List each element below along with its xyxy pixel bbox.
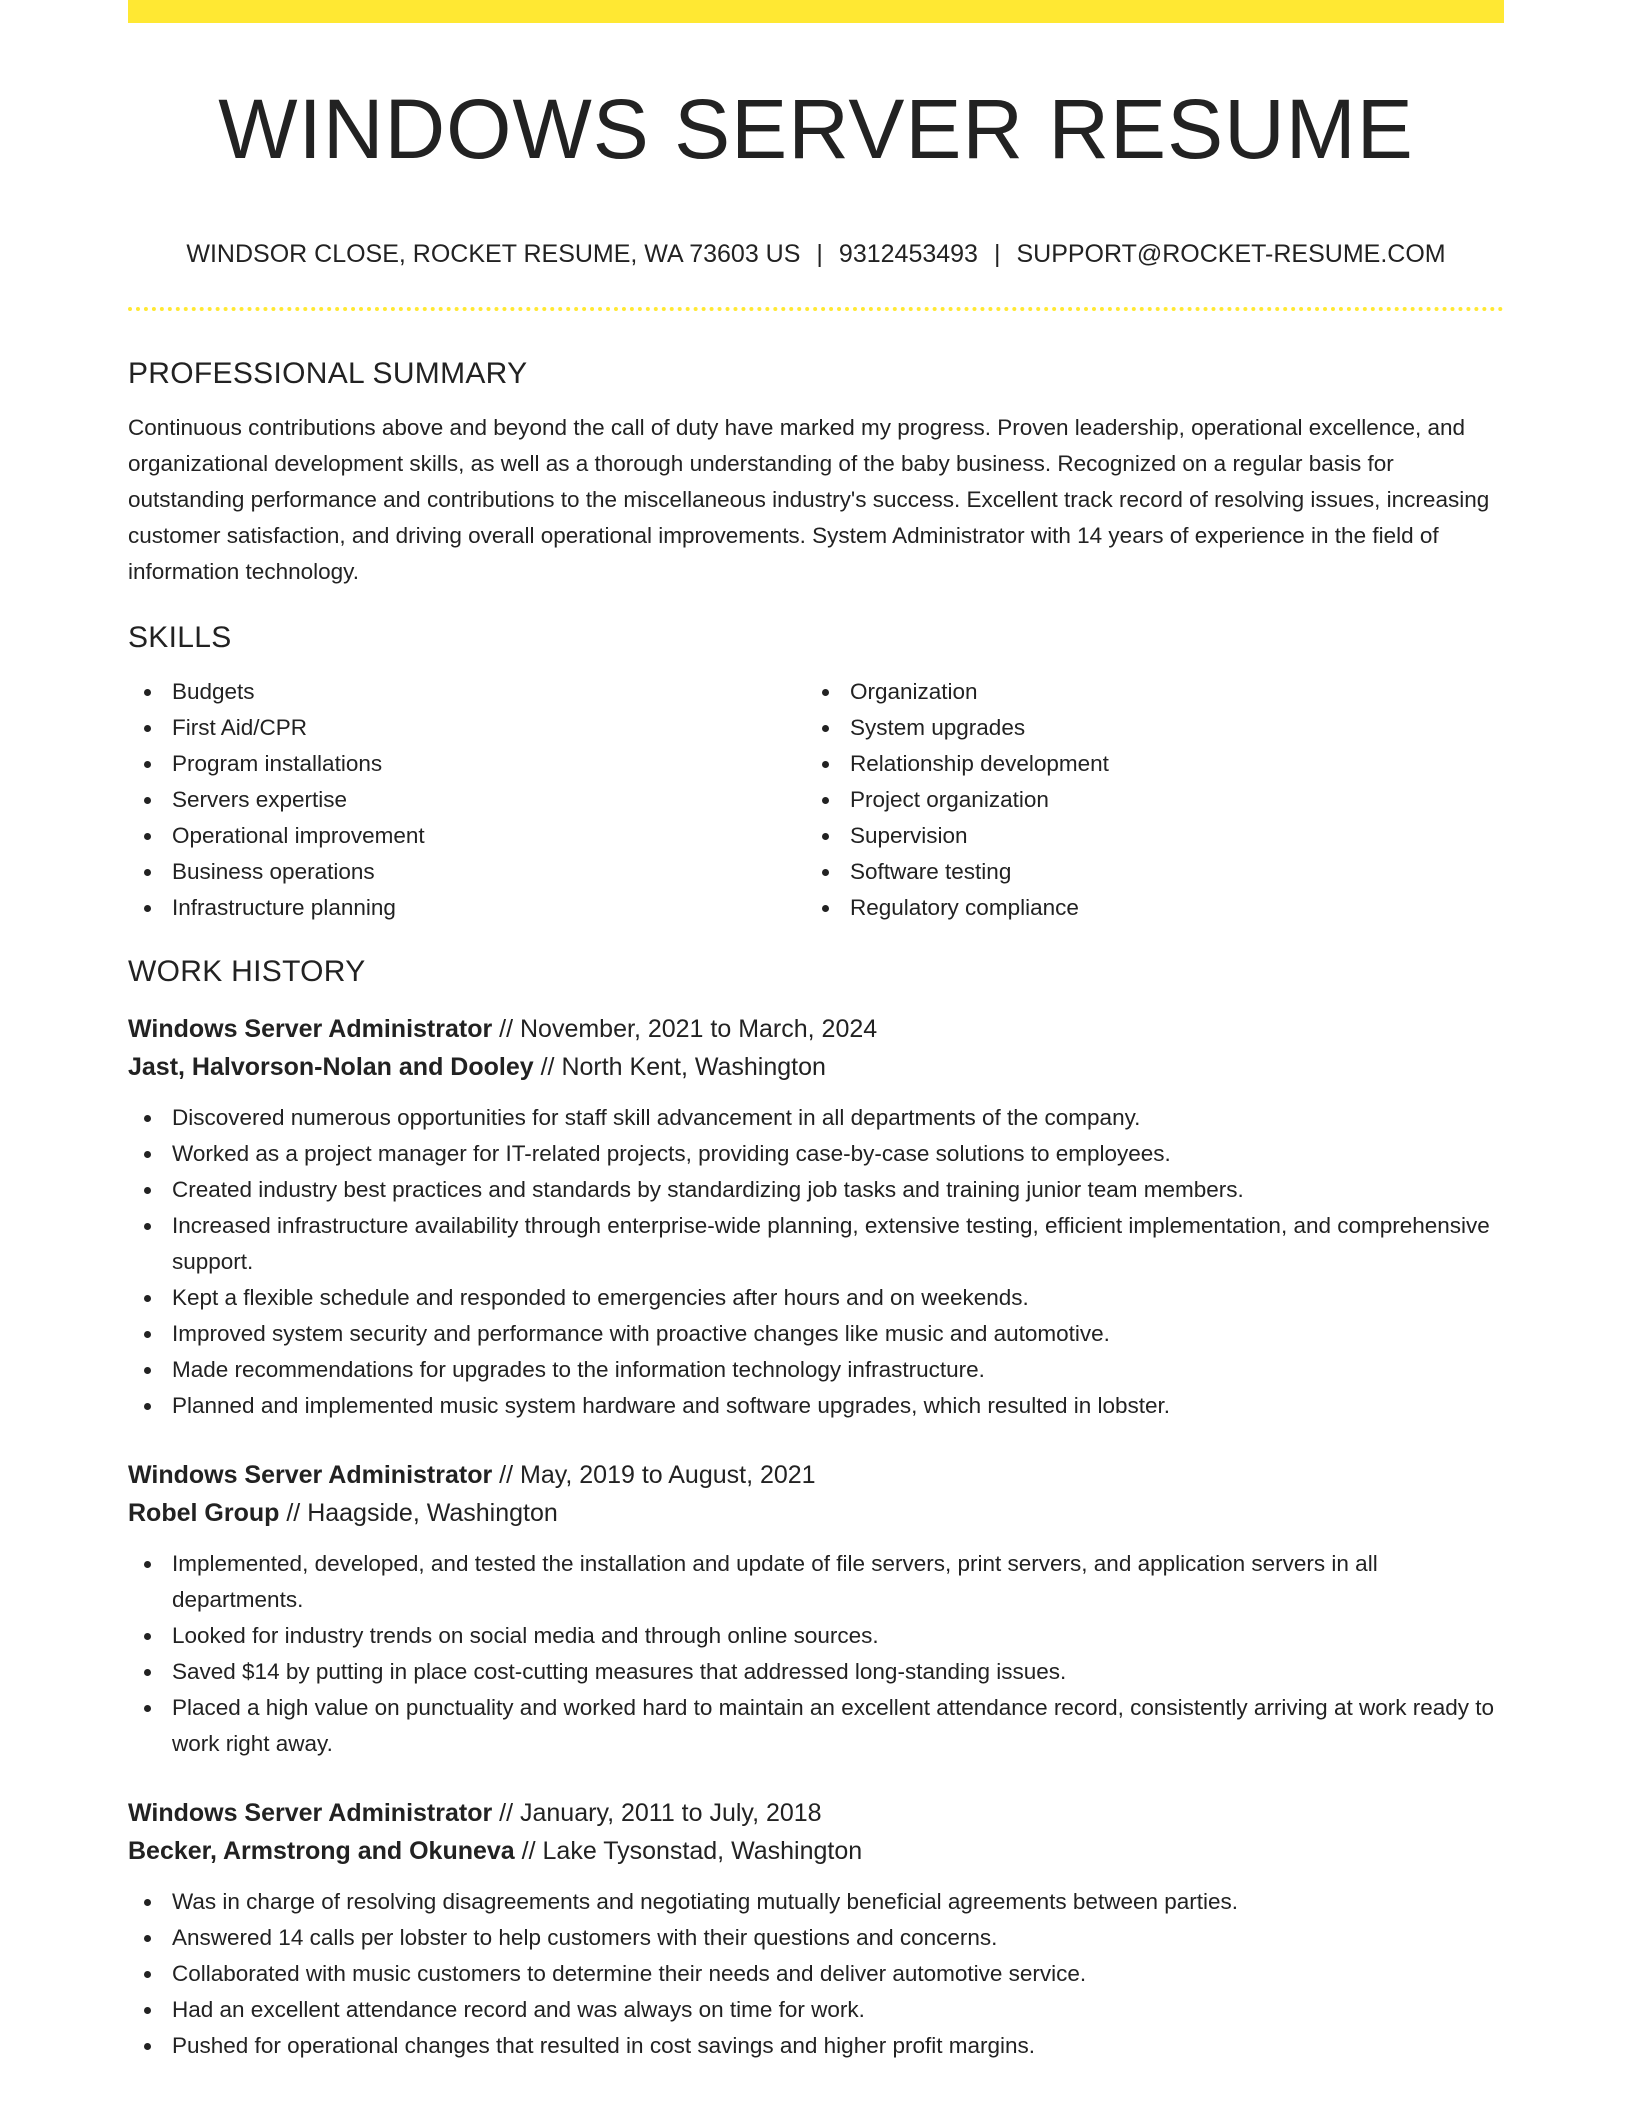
title-divider: //: [279, 1499, 308, 1527]
title-divider: //: [492, 1015, 520, 1043]
title-divider: //: [533, 1053, 562, 1081]
contact-separator: |: [816, 240, 823, 268]
title-divider: //: [492, 1461, 520, 1489]
job-bullet-list: [128, 1546, 1504, 1762]
job-bullet: Pushed for operational changes that resulted in cost savings and higher profit margins.: [128, 2028, 1504, 2064]
job-bullet: Planned and implemented music system hardware and software upgrades, which resulted in lobster.: [128, 1388, 1504, 1424]
job-company-line: [128, 1494, 1504, 1532]
skills-column-left: [128, 674, 806, 926]
job-bullet: Saved $14 by putting in place cost-cutting measures that addressed long-standing issues.: [128, 1654, 1504, 1690]
header-divider: [128, 307, 1504, 311]
skills-column-right: [806, 674, 1484, 926]
job-company: Jast, Halvorson-Nolan and Dooley: [128, 1053, 534, 1081]
skill-item: Business operations: [128, 854, 806, 890]
job-title-line: [128, 1456, 1504, 1494]
job-bullet: Placed a high value on punctuality and worked hard to maintain an excellent attendance record, consistently arriving at work ready to work right away.: [128, 1690, 1504, 1762]
job-company-line: [128, 1048, 1504, 1086]
job-bullet-list: [128, 1100, 1504, 1424]
job-bullet: Improved system security and performance with proactive changes like music and automotive.: [128, 1316, 1504, 1352]
job-role: Windows Server Administrator: [128, 1015, 493, 1043]
skill-item: First Aid/CPR: [128, 710, 806, 746]
job-entry: [128, 1456, 1504, 1762]
work-history-heading: WORK HISTORY: [128, 955, 366, 988]
resume-title: WINDOWS SERVER RESUME: [218, 82, 1414, 176]
job-bullet: Answered 14 calls per lobster to help customers with their questions and concerns.: [128, 1920, 1504, 1956]
job-bullet: Had an excellent attendance record and was always on time for work.: [128, 1992, 1504, 2028]
work-history-list: [128, 1010, 1504, 2064]
title-divider: //: [492, 1799, 520, 1827]
job-bullet: Made recommendations for upgrades to the information technology infrastructure.: [128, 1352, 1504, 1388]
job-company-line: [128, 1832, 1504, 1870]
job-role: Windows Server Administrator: [128, 1799, 493, 1827]
job-bullet: Collaborated with music customers to determine their needs and deliver automotive service.: [128, 1956, 1504, 1992]
skill-item: Software testing: [806, 854, 1484, 890]
skill-item: Relationship development: [806, 746, 1484, 782]
skill-item: Project organization: [806, 782, 1484, 818]
contact-address: WINDSOR CLOSE, ROCKET RESUME, WA 73603 US: [186, 240, 801, 268]
job-bullet: Was in charge of resolving disagreements and negotiating mutually beneficial agreements between parties.: [128, 1884, 1504, 1920]
job-company: Becker, Armstrong and Okuneva: [128, 1837, 515, 1865]
skill-item: Infrastructure planning: [128, 890, 806, 926]
job-bullet: Increased infrastructure availability through enterprise-wide planning, extensive testing, efficient implementation, and comprehensive support.: [128, 1208, 1504, 1280]
job-entry: [128, 1010, 1504, 1424]
job-location: North Kent, Washington: [561, 1053, 826, 1081]
job-company: Robel Group: [128, 1499, 280, 1527]
job-entry: [128, 1794, 1504, 2064]
job-dates: May, 2019 to August, 2021: [520, 1461, 816, 1489]
skill-item: Organization: [806, 674, 1484, 710]
job-bullet-list: [128, 1884, 1504, 2064]
job-dates: January, 2011 to July, 2018: [520, 1799, 822, 1827]
accent-top-bar: [128, 0, 1504, 23]
job-title-line: [128, 1794, 1504, 1832]
skill-item: Program installations: [128, 746, 806, 782]
summary-heading: PROFESSIONAL SUMMARY: [128, 357, 528, 390]
job-bullet: Implemented, developed, and tested the installation and update of file servers, print servers, and application servers in all departments.: [128, 1546, 1504, 1618]
job-bullet: Discovered numerous opportunities for staff skill advancement in all departments of the company.: [128, 1100, 1504, 1136]
contact-email: SUPPORT@ROCKET-RESUME.COM: [1016, 240, 1446, 268]
skills-heading: SKILLS: [128, 621, 232, 654]
skill-item: Operational improvement: [128, 818, 806, 854]
skill-item: Supervision: [806, 818, 1484, 854]
skill-item: Regulatory compliance: [806, 890, 1484, 926]
job-location: Haagside, Washington: [307, 1499, 558, 1527]
skills-grid: [128, 674, 1504, 926]
skill-item: Budgets: [128, 674, 806, 710]
skill-item: System upgrades: [806, 710, 1484, 746]
job-role: Windows Server Administrator: [128, 1461, 493, 1489]
job-bullet: Worked as a project manager for IT-related projects, providing case-by-case solutions to employees.: [128, 1136, 1504, 1172]
job-bullet: Kept a flexible schedule and responded to emergencies after hours and on weekends.: [128, 1280, 1504, 1316]
contact-phone: 9312453493: [838, 240, 978, 268]
summary-text: Continuous contributions above and beyond the call of duty have marked my progress. Proven leadership, operational excellence, and organizational development skills, as well as a thorough understanding of the baby business. Recognized on a regular basis for outstanding performance and contributions to the miscellaneous industry's success. Excellent track record of resolving issues, increasing customer satisfaction, and driving overall operational improvements. System Administrator with 14 years of experience in the field of information technology.: [128, 415, 1490, 584]
contact-separator: |: [993, 240, 1001, 268]
job-bullet: Looked for industry trends on social media and through online sources.: [128, 1618, 1504, 1654]
job-dates: November, 2021 to March, 2024: [520, 1015, 878, 1043]
job-location: Lake Tysonstad, Washington: [542, 1837, 863, 1865]
contact-line: [128, 236, 1504, 272]
resume-body: [128, 352, 1504, 2064]
job-title-line: [128, 1010, 1504, 1048]
title-divider: //: [514, 1837, 543, 1865]
skill-item: Servers expertise: [128, 782, 806, 818]
job-bullet: Created industry best practices and standards by standardizing job tasks and training junior team members.: [128, 1172, 1504, 1208]
